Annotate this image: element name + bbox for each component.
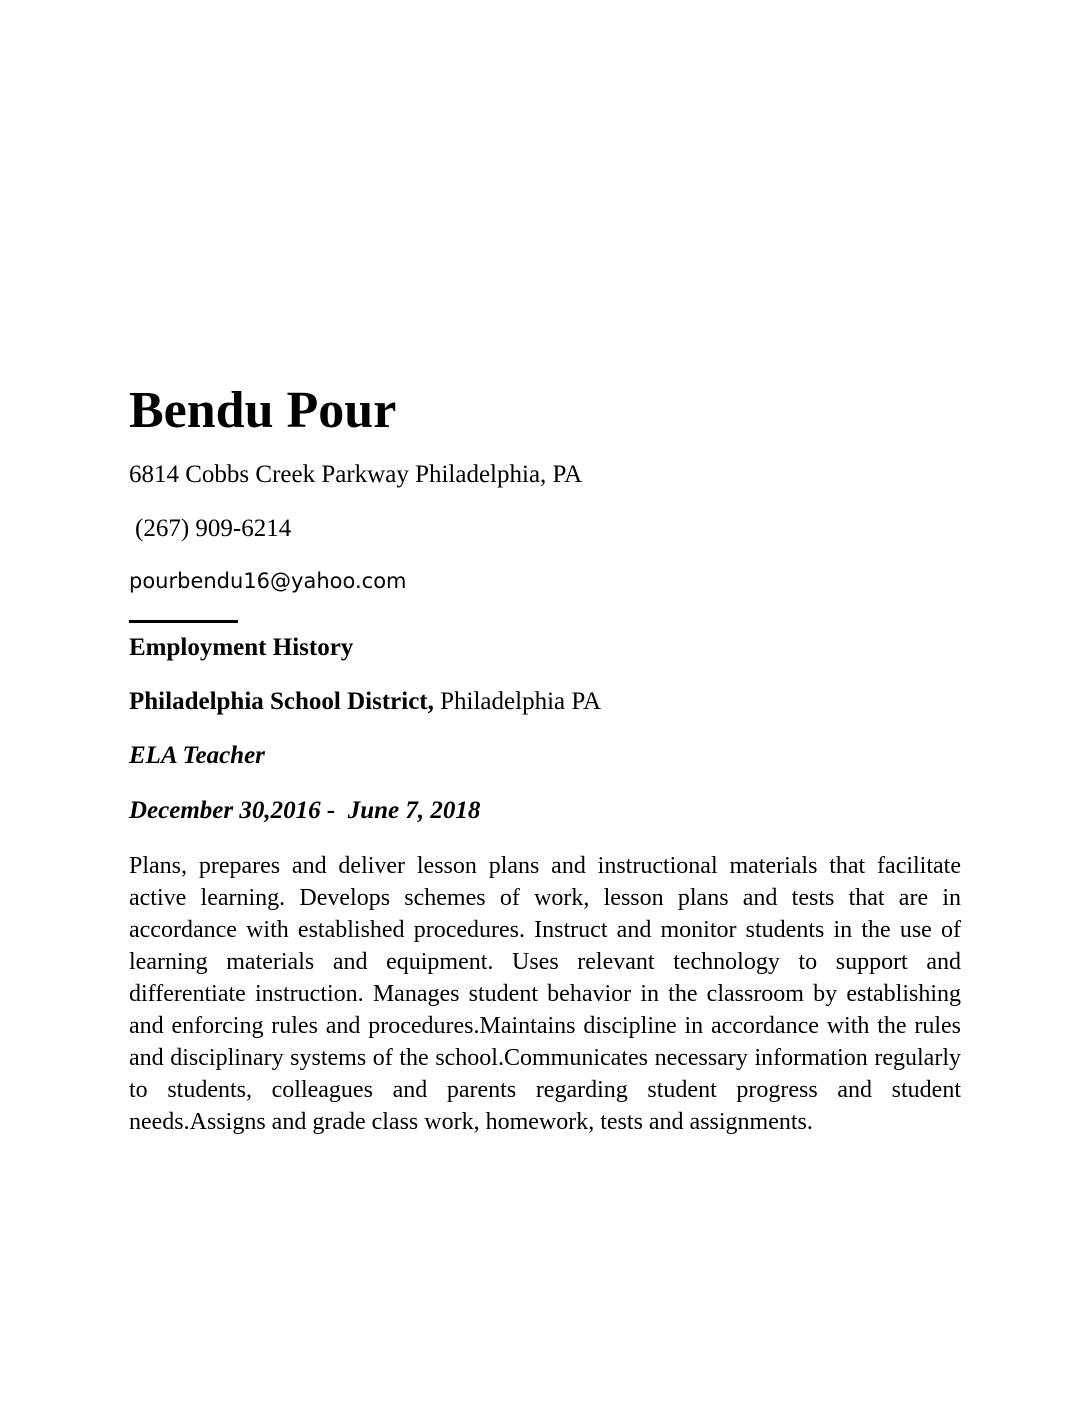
employment-history-heading: Employment History	[129, 634, 354, 661]
resume-content	[129, 380, 961, 1138]
job-description: Plans, prepares and deliver lesson plans and instructional materials that facilitate active learning. Develops schemes of work, lesson plans and tests that are in accordance with established procedures. Instruct and monitor students in the use of learning materials and equipment. Uses relevant technology to support and differentiate instruction. Manages student behavior in the classroom by establishing and enforcing rules and procedures.Maintains discipline in accordance with the rules and disciplinary systems of the school.Communicates necessary information regularly to students, colleagues and parents regarding student progress and student needs.Assigns and grade class work, homework, tests and assignments.	[129, 853, 961, 1135]
candidate-name: Bendu Pour	[129, 382, 397, 439]
employer-name: Philadelphia School District,	[129, 688, 434, 715]
email-address: pourbendu16@yahoo.com	[129, 569, 407, 593]
employer-line	[129, 687, 961, 717]
job-dates: December 30,2016 - June 7, 2018	[129, 797, 481, 824]
employer-location: Philadelphia PA	[433, 688, 602, 715]
job-title: ELA Teacher	[129, 742, 265, 769]
address-line: 6814 Cobbs Creek Parkway Philadelphia, PA	[129, 461, 583, 488]
section-divider	[129, 620, 238, 623]
phone-number: (267) 909-6214	[135, 515, 292, 542]
